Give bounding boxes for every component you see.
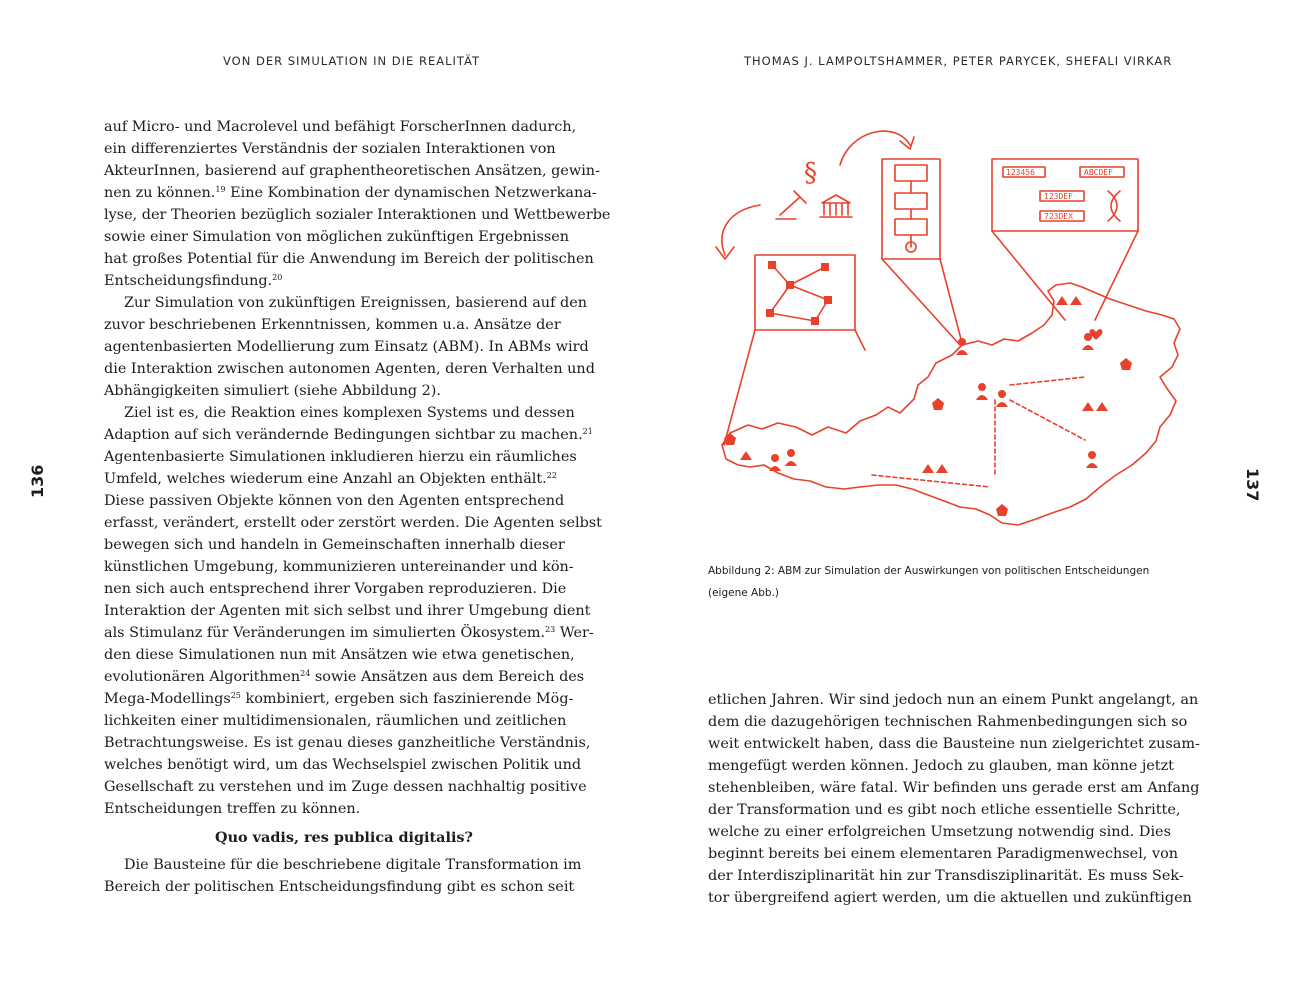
text-line: tor übergreifend agiert werden, um die aktuellen und zukünftigen: [708, 890, 1192, 906]
text-line: Diese passiven Objekte können von den Agenten entsprechend: [104, 493, 565, 509]
text-line: sowie einer Simulation von möglichen zukünftigen Ergebnissen: [104, 229, 570, 245]
right-page-body: [708, 689, 1200, 909]
text-line: Mega-Modellings$^{25}$ kombiniert, ergeben sich faszinierende Mög-: [104, 691, 574, 707]
page-number-left: 136: [28, 464, 47, 498]
section-heading: Quo vadis, res publica digitalis?: [215, 829, 473, 846]
left-page-body: [104, 116, 611, 898]
running-head-right: THOMAS J. LAMPOLTSHAMMER, PETER PARYCEK, SHEFALI VIRKAR: [744, 54, 1173, 68]
paragraph-symbol: §: [804, 158, 817, 188]
text-line: zuvor beschriebenen Erkenntnissen, kommen u.a. Ansätze der: [104, 317, 561, 333]
caption-line-1: Abbildung 2: ABM zur Simulation der Auswirkungen von politischen Entscheidungen: [708, 565, 1150, 577]
text-line: nen zu können.$^{19}$ Eine Kombination der dynamischen Netzwerkana-: [104, 185, 597, 201]
text-line: Abhängigkeiten simuliert (siehe Abbildung 2).: [104, 383, 441, 399]
caption-line-2: (eigene Abb.): [708, 587, 779, 599]
text-line: als Stimulanz für Veränderungen im simulierten Ökosystem.$^{23}$ Wer-: [104, 625, 594, 641]
text-line: die Interaktion zwischen autonomen Agenten, deren Verhalten und: [104, 361, 595, 377]
text-line: ein differenziertes Verständnis der sozialen Interaktionen von: [104, 141, 556, 157]
text-line: Gesellschaft zu verstehen und im Zuge dessen nachhaltig positive: [104, 779, 587, 795]
text-line: den diese Simulationen nun mit Ansätzen wie etwa genetischen,: [104, 647, 575, 663]
footnote-marker[interactable]: 24: [300, 669, 311, 678]
footnote-marker[interactable]: 23: [545, 625, 556, 634]
footnote-marker[interactable]: 21: [582, 427, 593, 436]
left-paragraphs-after-heading: [104, 854, 584, 898]
text-line: Adaption auf sich verändernde Bedingungen sichtbar zu machen.$^{21}$: [104, 427, 593, 443]
text-line: hat großes Potential für die Anwendung im Bereich der politischen: [104, 251, 594, 267]
gavel-icon: [776, 191, 806, 219]
text-line: Ziel ist es, die Reaktion eines komplexen Systems und dessen: [124, 405, 575, 421]
text-line: Interaktion der Agenten mit sich selbst und ihrer Umgebung dient: [104, 603, 591, 619]
text-line: stehenbleiben, wäre fatal. Wir befinden uns gerade erst am Anfang: [708, 780, 1200, 796]
text-line: agentenbasierten Modellierung zum Einsatz (ABM). In ABMs wird: [104, 339, 589, 355]
arrow-curve-icon: [840, 131, 910, 165]
text-line: welche zu einer erfolgreichen Umsetzung notwendig sind. Dies: [708, 824, 1171, 840]
bank-icon: [820, 195, 852, 217]
footnote-marker[interactable]: 19: [215, 185, 226, 194]
code-723dex: 723DEX: [1044, 212, 1073, 221]
text-line: Umfeld, welches wiederum eine Anzahl an Objekten enthält.$^{22}$: [104, 471, 557, 487]
text-line: welches benötigt wird, um das Wechselspiel zwischen Politik und: [104, 757, 582, 773]
footnote-marker[interactable]: 20: [272, 273, 283, 282]
text-line: beginnt bereits bei einem elementaren Paradigmenwechsel, von: [708, 846, 1179, 862]
text-line: erfasst, verändert, erstellt oder zerstört werden. Die Agenten selbst: [104, 515, 602, 531]
text-line: weit entwickelt haben, dass die Bausteine nun zielgerichtet zusam-: [708, 736, 1200, 752]
text-line: bewegen sich und handeln in Gemeinschaften innerhalb dieser: [104, 537, 565, 553]
code-abcdef: ABCDEF: [1084, 168, 1113, 177]
dna-icon: [1108, 191, 1120, 221]
austria-map-icon: [722, 283, 1180, 525]
footnote-marker[interactable]: 25: [230, 691, 241, 700]
figure-caption: [708, 560, 1188, 604]
footnote-marker[interactable]: 22: [546, 471, 557, 480]
person-icon: [771, 454, 779, 462]
text-line: nen sich auch entsprechend ihrer Vorgaben reproduzieren. Die: [104, 581, 567, 597]
text-line: lyse, der Theorien bezüglich sozialer Interaktionen und Wettbewerbe: [104, 207, 611, 223]
text-line: auf Micro- und Macrolevel und befähigt ForscherInnen dadurch,: [104, 119, 577, 135]
arrow-curve-icon: [722, 205, 760, 255]
pentagon-icon: [724, 358, 1132, 516]
left-paragraphs: [104, 116, 611, 820]
text-line: Entscheidungsfindung.$^{20}$: [104, 273, 283, 289]
text-line: AkteurInnen, basierend auf graphentheoretischen Ansätzen, gewin-: [104, 163, 600, 179]
tree-icon: [740, 296, 1108, 473]
text-line: dem die dazugehörigen technischen Rahmenbedingungen sich so: [708, 714, 1188, 730]
text-line: Entscheidungen treffen zu können.: [104, 801, 361, 817]
abm-figure: [700, 115, 1200, 545]
text-line: der Transformation und es gibt noch etliche essentielle Schritte,: [708, 802, 1181, 818]
running-head-left: VON DER SIMULATION IN DIE REALITÄT: [223, 54, 481, 68]
text-line: Zur Simulation von zukünftigen Ereignissen, basierend auf den: [124, 295, 587, 311]
code-123456: 123456: [1006, 168, 1035, 177]
text-line: Bereich der politischen Entscheidungsfindung gibt es schon seit: [104, 879, 575, 895]
text-line: Die Bausteine für die beschriebene digitale Transformation im: [124, 857, 582, 873]
text-line: lichkeiten einer multidimensionalen, räumlichen und zeitlichen: [104, 713, 567, 729]
text-line: künstlichen Umgebung, kommunizieren untereinander und kön-: [104, 559, 574, 575]
text-line: der Interdisziplinarität hin zur Transdisziplinarität. Es muss Sek-: [708, 868, 1184, 884]
text-line: mengefügt werden können. Jedoch zu glauben, man könne jetzt: [708, 758, 1174, 774]
text-line: Betrachtungsweise. Es ist genau dieses ganzheitliche Verständnis,: [104, 735, 591, 751]
page-number-right: 137: [1243, 468, 1262, 502]
text-line: evolutionären Algorithmen$^{24}$ sowie Ansätzen aus dem Bereich des: [104, 669, 585, 685]
text-line: Agentenbasierte Simulationen inkludieren hierzu ein räumliches: [104, 449, 577, 465]
right-paragraphs: [708, 689, 1200, 909]
text-line: etlichen Jahren. Wir sind jedoch nun an einem Punkt angelangt, an: [708, 692, 1199, 708]
code-123def: 123DEF: [1044, 192, 1073, 201]
